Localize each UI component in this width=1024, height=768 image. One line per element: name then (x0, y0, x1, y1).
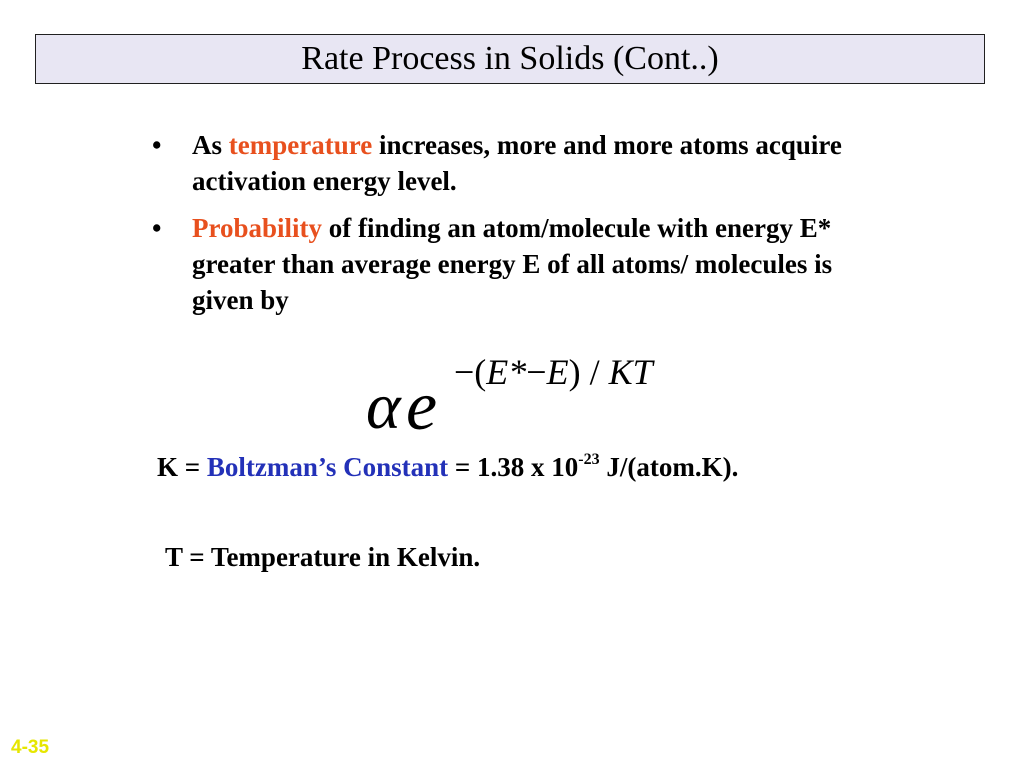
bullet-dot-icon: • (152, 213, 162, 243)
constant-exponent: -23 (578, 451, 600, 468)
bullet-highlight: Probability (192, 213, 323, 243)
exponent-minus: − (526, 352, 547, 392)
bullet-dot-icon: • (152, 130, 162, 160)
bullet-highlight: temperature (228, 130, 373, 160)
bullet-suffix: increases, more and more atoms acquire activation energy level. (192, 130, 842, 196)
constant-name: Boltzman’s Constant (206, 452, 449, 482)
formula-base-e: e (406, 368, 438, 445)
constant-prefix: K = (157, 452, 207, 482)
bullet-item (152, 127, 892, 199)
slide-number: 4-35 (11, 737, 50, 758)
formula-exponent (454, 354, 653, 390)
bullet-prefix: As (192, 130, 229, 160)
constant-unit: J/(atom.K). (599, 452, 739, 482)
bullet-suffix: of finding an atom/molecule with energy E* greater than average energy E of all atoms/ molecules is given by (192, 213, 833, 315)
exponent-open: −( (454, 352, 487, 392)
temperature-definition: T = Temperature in Kelvin. (165, 542, 481, 572)
exponent-e-star: E* (486, 352, 527, 392)
exponent-e: E (546, 352, 569, 392)
proportional-symbol: α (366, 370, 401, 443)
exponent-kt: KT (608, 352, 653, 392)
boltzmann-constant-line (157, 452, 738, 483)
bullet-text (192, 127, 892, 199)
title-box (35, 34, 985, 84)
bullet-item (152, 210, 892, 318)
bullet-text (192, 210, 892, 318)
slide-title: Rate Process in Solids (Cont..) (301, 40, 719, 77)
bullet-list (152, 127, 892, 329)
probability-formula (362, 346, 722, 445)
exponent-close: ) / (568, 352, 609, 392)
constant-value: = 1.38 x 10 (448, 452, 579, 482)
